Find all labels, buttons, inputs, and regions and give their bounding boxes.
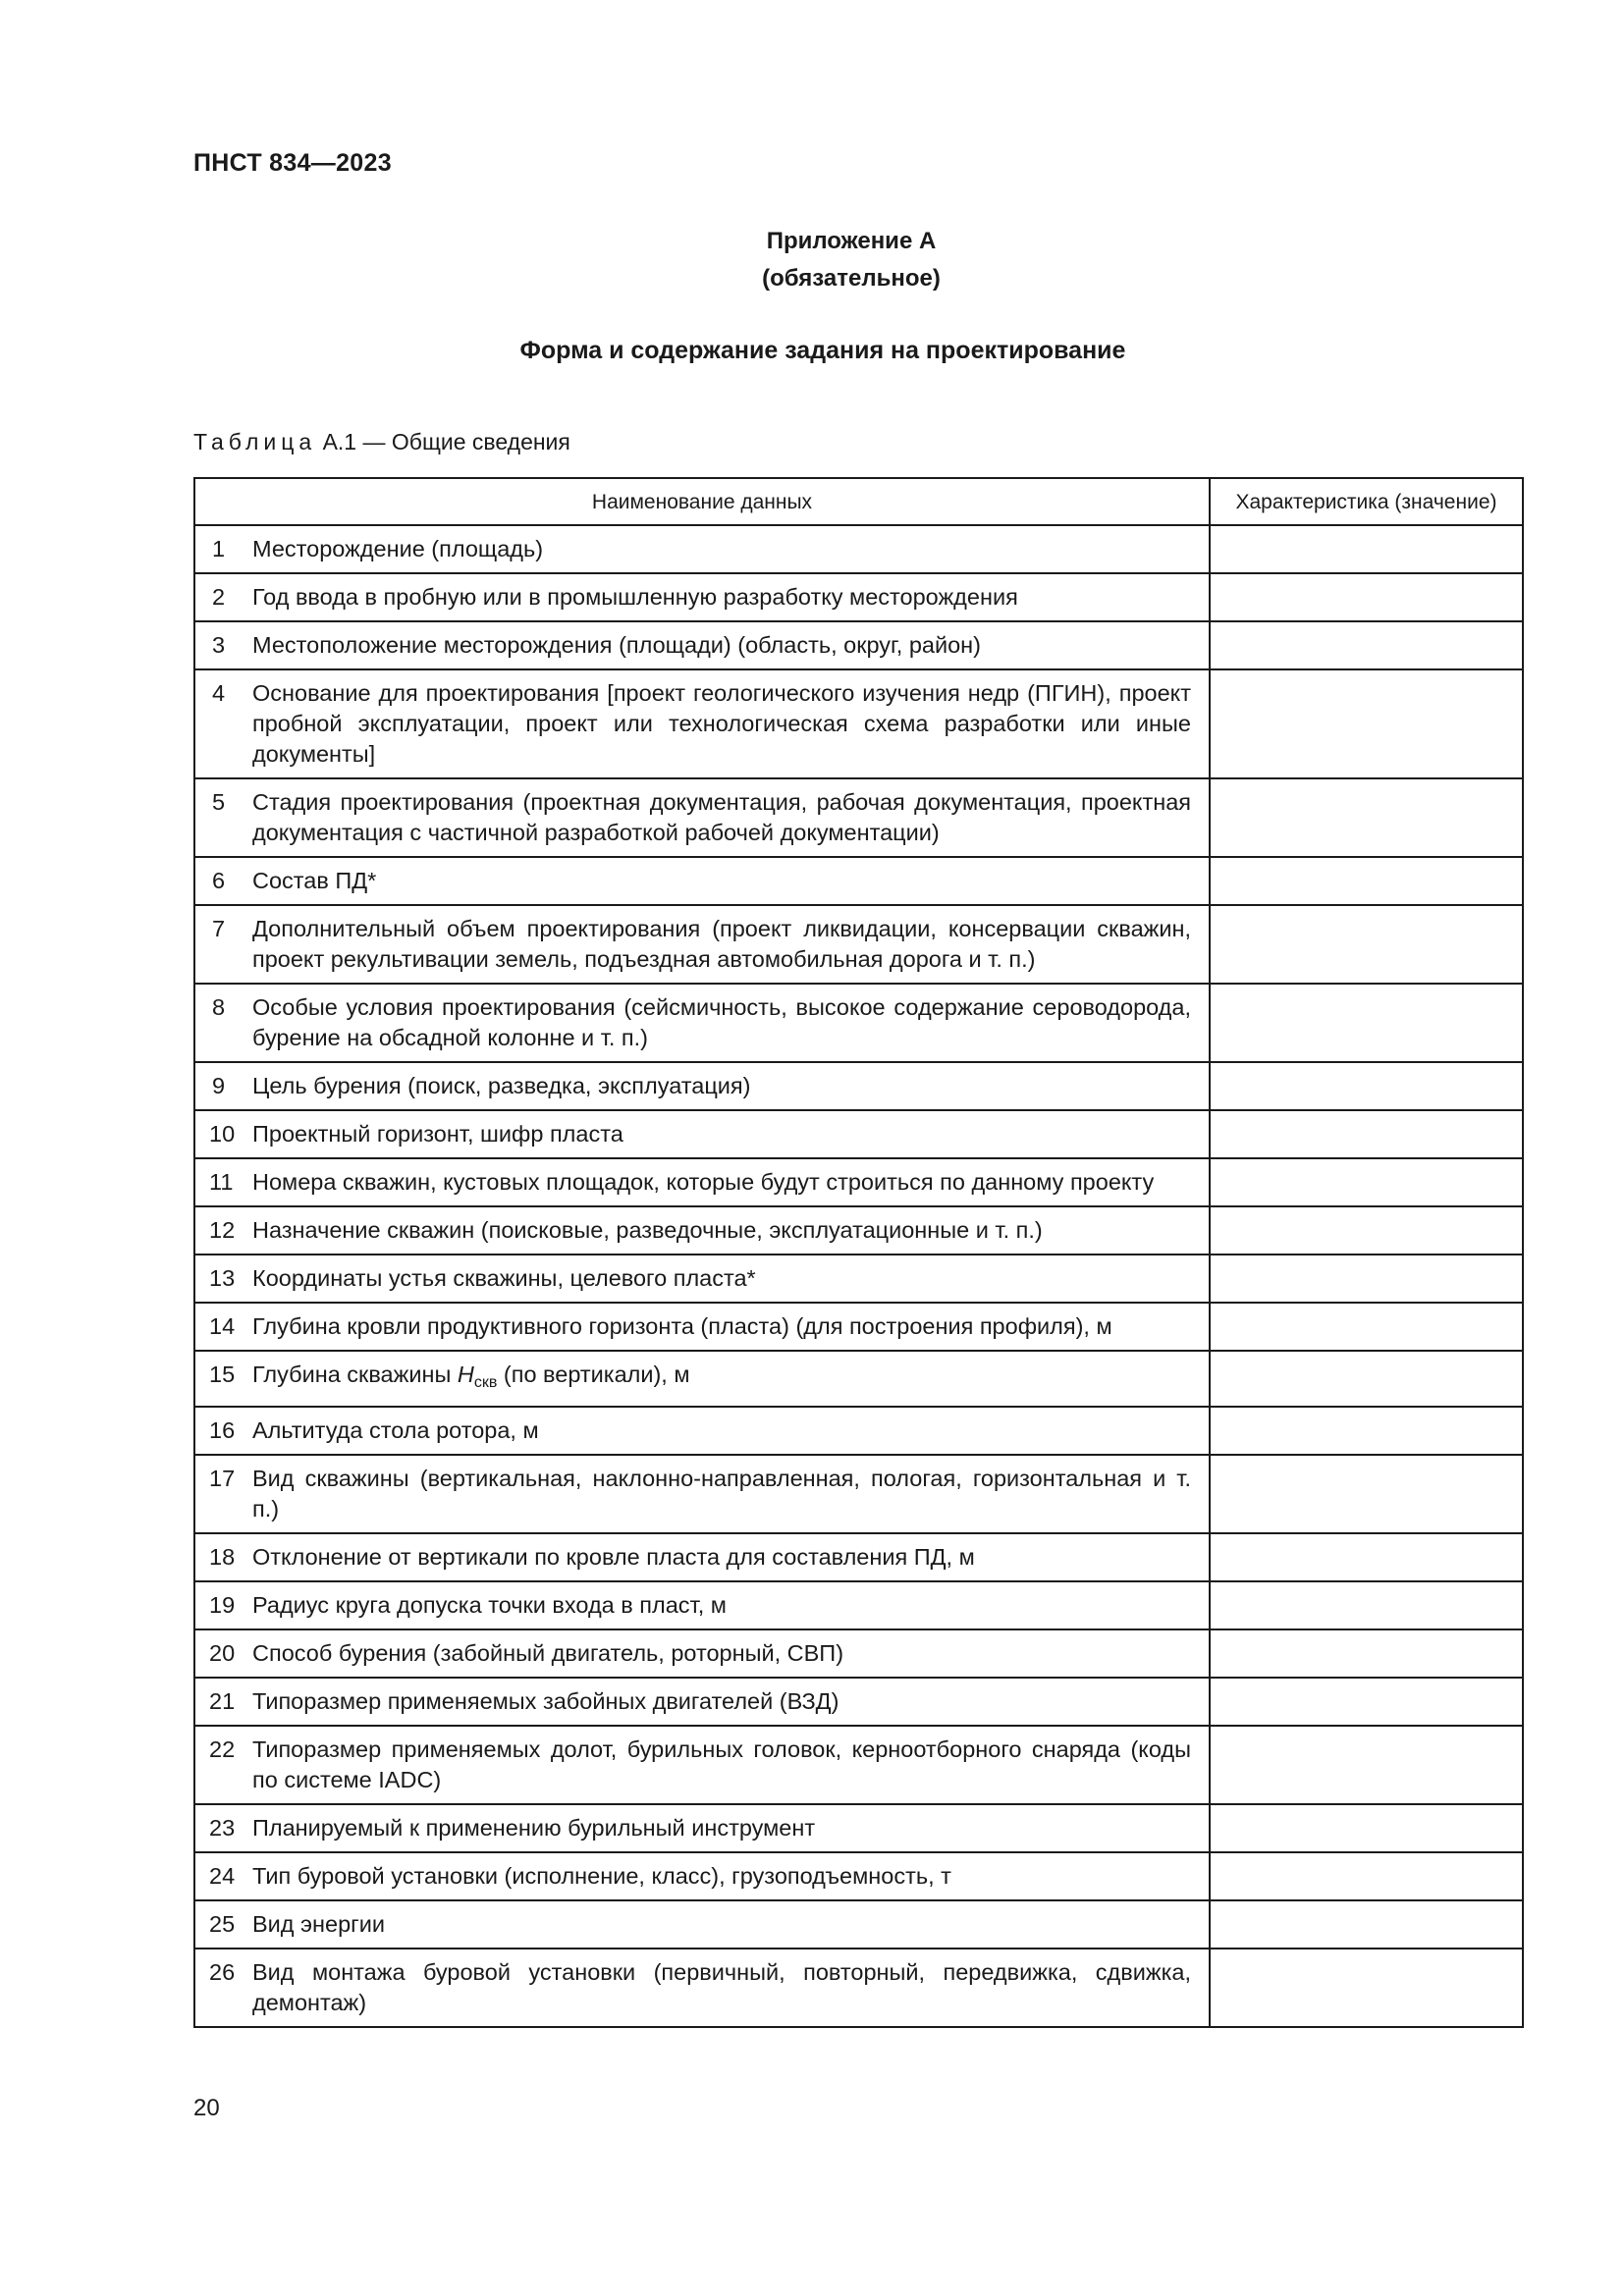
row-description-cell [194,1678,1210,1726]
row-number: 19 [209,1592,236,1618]
table-caption-text: А.1 — Общие сведения [322,429,570,454]
table-header-row [194,478,1523,525]
row-description-cell [194,573,1210,621]
row-description-cell [194,778,1210,857]
row-text: Особые условия проектирования (сейсмичность, высокое содержание сероводорода, бурение на обсадной колонне и т. п.) [252,994,1191,1050]
table-row [194,1852,1523,1900]
row-value-cell [1210,1629,1523,1678]
row-number: 9 [212,1073,226,1098]
row-value-cell [1210,1351,1523,1407]
row-description-cell [194,1581,1210,1629]
table-row [194,778,1523,857]
row-value-cell [1210,1206,1523,1255]
row-text: Вид энергии [252,1911,385,1937]
row-value-cell [1210,573,1523,621]
table-row [194,1726,1523,1804]
row-value-cell [1210,525,1523,573]
table-row [194,621,1523,669]
row-description-cell [194,1804,1210,1852]
table-row [194,669,1523,778]
table-row [194,1062,1523,1110]
row-text: Год ввода в пробную или в промышленную разработку месторождения [252,584,1018,610]
row-description-cell [194,1158,1210,1206]
row-text: Тип буровой установки (исполнение, класс), грузоподъемность, т [252,1863,951,1889]
row-number: 26 [209,1959,236,1985]
table-row [194,905,1523,984]
row-number: 22 [209,1736,236,1762]
row-text: Глубина кровли продуктивного горизонта (пласта) (для построения профиля), м [252,1313,1112,1339]
row-text: Отклонение от вертикали по кровле пласта для составления ПД, м [252,1544,975,1570]
table-row [194,1804,1523,1852]
row-description-cell [194,1533,1210,1581]
row-value-cell [1210,1852,1523,1900]
table-row [194,1949,1523,2027]
table-row [194,1158,1523,1206]
row-text: Назначение скважин (поисковые, разведочные, эксплуатационные и т. п.) [252,1217,1043,1243]
row-text: Номера скважин, кустовых площадок, которые будут строиться по данному проекту [252,1169,1155,1195]
annex-title: Приложение А [766,228,937,254]
row-description-cell [194,621,1210,669]
row-description-cell [194,857,1210,905]
row-value-cell [1210,669,1523,778]
row-value-cell [1210,1581,1523,1629]
row-value-cell [1210,905,1523,984]
row-description-cell [194,1303,1210,1351]
row-number: 17 [209,1466,236,1491]
table-body [194,525,1523,2027]
row-number: 14 [209,1313,236,1339]
row-text: Вид скважины (вертикальная, наклонно-направленная, пологая, горизонтальная и т. п.) [252,1466,1191,1522]
row-text: Состав ПД* [252,868,377,893]
row-value-cell [1210,1158,1523,1206]
table-row [194,1351,1523,1407]
row-value-cell [1210,1110,1523,1158]
row-description-cell [194,1110,1210,1158]
row-value-cell [1210,1949,1523,2027]
row-number: 18 [209,1544,236,1570]
row-number: 3 [212,632,226,658]
row-text: Типоразмер применяемых забойных двигателей (ВЗД) [252,1688,839,1714]
row-value-cell [1210,1533,1523,1581]
row-text: Координаты устья скважины, целевого пласта* [252,1265,756,1291]
table-row [194,1533,1523,1581]
row-value-cell [1210,1062,1523,1110]
header-value: Характеристика (значение) [1210,478,1523,525]
row-number: 8 [212,994,226,1020]
row-value-cell [1210,1455,1523,1533]
table-row [194,984,1523,1062]
row-description-cell [194,1062,1210,1110]
row-description-cell [194,525,1210,573]
table-caption [193,429,570,455]
depth-symbol-subscript: скв [473,1374,498,1391]
form-title: Форма и содержание задания на проектирование [519,337,1126,364]
table-row [194,1206,1523,1255]
row-description-cell [194,1455,1210,1533]
row-description-cell [194,1726,1210,1804]
row-description-cell [194,984,1210,1062]
row-number: 15 [209,1362,236,1387]
header-data-name: Наименование данных [194,478,1210,525]
row-text: Альтитуда стола ротора, м [252,1417,539,1443]
row-value-cell [1210,1804,1523,1852]
row-text: Вид монтажа буровой установки (первичный, повторный, передвижка, сдвижка, демонтаж) [252,1959,1191,2015]
row-text: Радиус круга допуска точки входа в пласт, м [252,1592,727,1618]
general-info-table [193,477,1524,2028]
table-row [194,1303,1523,1351]
row-number: 25 [209,1911,236,1937]
table-row [194,573,1523,621]
table-row [194,1900,1523,1949]
row-text-before: Глубина скважины [252,1362,458,1387]
row-value-cell [1210,1678,1523,1726]
row-description-cell [194,1206,1210,1255]
row-text: Планируемый к применению бурильный инструмент [252,1815,816,1841]
row-number: 16 [209,1417,236,1443]
document-code: ПНСТ 834—2023 [193,149,392,177]
table-row [194,1407,1523,1455]
table-row [194,857,1523,905]
row-text: Основание для проектирования [проект геологического изучения недр (ПГИН), проект пробной эксплуатации, проект или технологическая схема разработки или иные документы] [252,680,1191,767]
table-caption-label: Таблица [193,429,317,454]
row-value-cell [1210,1900,1523,1949]
table-row [194,1455,1523,1533]
row-value-cell [1210,1407,1523,1455]
table-row [194,525,1523,573]
table-row [194,1255,1523,1303]
row-number: 1 [212,536,226,561]
row-description-cell [194,1351,1210,1407]
row-text: Способ бурения (забойный двигатель, роторный, СВП) [252,1640,844,1666]
row-number: 11 [209,1169,234,1195]
row-description-cell [194,1900,1210,1949]
row-number: 21 [209,1688,236,1714]
row-description-cell [194,1407,1210,1455]
row-number: 7 [212,916,226,941]
row-description-cell [194,1852,1210,1900]
row-number: 13 [209,1265,236,1291]
row-text [252,1360,1191,1398]
row-description-cell [194,669,1210,778]
row-text-after: (по вертикали), м [497,1362,690,1387]
annex-status: (обязательное) [762,265,941,292]
row-value-cell [1210,984,1523,1062]
table-row [194,1110,1523,1158]
row-number: 5 [212,789,226,815]
row-text: Стадия проектирования (проектная документация, рабочая документация, проектная документация с частичной разработкой рабочей документации) [252,789,1191,845]
table-row [194,1581,1523,1629]
row-text: Дополнительный объем проектирования (проект ликвидации, консервации скважин, проект рекультивации земель, подъездная автомобильная дорога и т. п.) [252,916,1191,972]
row-text: Цель бурения (поиск, разведка, эксплуатация) [252,1073,751,1098]
row-text: Проектный горизонт, шифр пласта [252,1121,623,1147]
row-number: 2 [212,584,226,610]
row-description-cell [194,1629,1210,1678]
row-description-cell [194,905,1210,984]
row-text: Месторождение (площадь) [252,536,544,561]
row-number: 12 [209,1217,236,1243]
table-row [194,1629,1523,1678]
table-row [194,1678,1523,1726]
row-description-cell [194,1949,1210,2027]
row-value-cell [1210,1255,1523,1303]
row-description-cell [194,1255,1210,1303]
row-number: 24 [209,1863,236,1889]
row-number: 10 [209,1121,236,1147]
row-value-cell [1210,1303,1523,1351]
row-value-cell [1210,857,1523,905]
row-number: 6 [212,868,226,893]
row-number: 4 [212,680,226,706]
row-text: Типоразмер применяемых долот, бурильных головок, керноотборного снаряда (коды по системе IADC) [252,1736,1191,1792]
row-number: 20 [209,1640,236,1666]
row-value-cell [1210,1726,1523,1804]
row-value-cell [1210,778,1523,857]
row-number: 23 [209,1815,236,1841]
depth-symbol: H [457,1362,474,1387]
general-info-table-wrapper [193,477,1522,2028]
row-value-cell [1210,621,1523,669]
page-number: 20 [193,2095,220,2121]
row-text: Местоположение месторождения (площади) (область, округ, район) [252,632,981,658]
